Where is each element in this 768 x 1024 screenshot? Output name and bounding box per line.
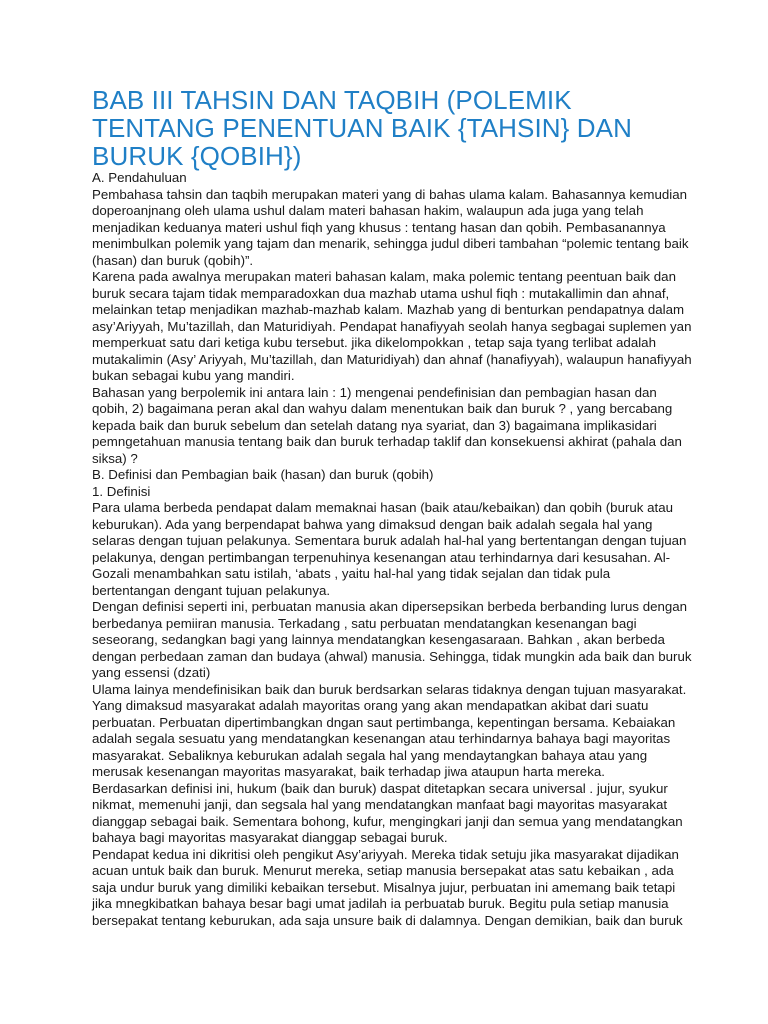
- document-title: BAB III TAHSIN DAN TAQBIH (POLEMIK TENTANG PENENTUAN BAIK {TAHSIN} DAN BURUK {QOBIH}): [92, 85, 632, 171]
- document-page: [92, 86, 692, 929]
- paragraph: Para ulama berbeda pendapat dalam memaknai hasan (baik atau/kebaikan) dan qobih (buruk atau keburukan). Ada yang berpendapat bahwa yang dimaksud dengan baik adalah segala hal yang selaras dengan tujuan pelakunya. Sementara buruk adalah hal-hal yang bertentangan dengan tujuan pelakunya, dengan pertimbangan terpenuhinya kesenangan atau terhindarnya dari kesusahan. Al-Gozali menambahkan satu istilah, ‘abats , yaitu hal-hal yang tidak sejalan dan tidak pula bertentangan dengant tujuan pelakunya.: [92, 500, 687, 598]
- subsection-heading: 1. Definisi: [92, 483, 151, 499]
- paragraph: Karena pada awalnya merupakan materi bahasan kalam, maka polemic tentang peentuan baik dan buruk secara tajam tidak memparadoxkan dua mazhab utama ushul fiqh : mutakallimin dan ahnaf, melainkan tetap menjadikan mazhab-mazhab kalam. Mazhab yang di benturkan pendapatnya dalam asy’Ariyyah, Mu’tazillah, dan Maturidiyah. Pendapat hanafiyyah seolah hanya segbagai suplemen yan memperkuat satu dari ketiga kubu tersebut. jika dikelompokkan , tetap saja tyang terlibat adalah mutakalimin (Asy’ Ariyyah, Mu’tazillah, dan Maturidiyah) dan ahnaf (hanafiyyah), walaupun hanafiyyah bukan sebagai kubu yang mandiri.: [92, 269, 692, 383]
- paragraph: Pendapat kedua ini dikritisi oleh pengikut Asy’ariyyah. Mereka tidak setuju jika masyarakat dijadikan acuan untuk baik dan buruk. Menurut mereka, setiap manusia bersepakat atas satu kebaikan , ada saja undur buruk yang dimiliki kebaikan tersebut. Misalnya jujur, perbuatan ini amemang baik tetapi jika mnegkibatkan bahaya besar bagi umat jadilah ia perbuatab buruk. Begitu pula setiap manusia bersepakat tentang keburukan, ada saja unsure baik di dalamnya. Dengan demikian, baik dan buruk: [92, 846, 683, 928]
- paragraph: Bahasan yang berpolemik ini antara lain : 1) mengenai pendefinisian dan pembagian hasan dan qobih, 2) bagaimana peran akal dan wahyu dalam menentukan baik dan buruk ? , yang bercabang kepada baik dan buruk sebelum dan setelah datang nya syariat, dan 3) bagaimana implikasidari pemngetahuan manusia tentang baik dan buruk terhadap taklif dan konsekuensi akhirat (pahala dan siksa) ?: [92, 384, 682, 466]
- document-body: [92, 170, 692, 929]
- paragraph: Dengan definisi seperti ini, perbuatan manusia akan dipersepsikan berbeda berbanding lurus dengan berbedanya pemiiran manusia. Terkadang , satu perbuatan mendatangkan kesenangan bagi seseorang, sedangkan bagi yang lainnya mendatangkan kesengasaraan. Bahkan , akan berbeda dengan perbedaan zaman dan budaya (ahwal) manusia. Sehingga, tidak mungkin ada baik dan buruk yang essensi (dzati): [92, 599, 692, 680]
- paragraph: Berdasarkan definisi ini, hukum (baik dan buruk) daspat ditetapkan secara universal . jujur, syukur nikmat, memenuhi janji, dan segsala hal yang mendatangkan manfaat bagi mayoritas masyarakat dianggap sebagai baik. Sementara bohong, kufur, mengingkari janji dan semua yang mendatangkan bahaya bagi mayoritas masyarakat dianggap sebagai buruk.: [92, 780, 683, 845]
- paragraph: Ulama lainya mendefinisikan baik dan buruk berdsarkan selaras tidaknya dengan tujuan masyarakat. Yang dimaksud masyarakat adalah mayoritas orang yang akan mendapatkan akibat dari suatu perbuatan. Perbuatan dipertimbangkan dngan saut pertimbanga, kepentingan bersama. Kebaiakan adalah segala sesuatu yang mendatangkan kesenangan atau terhindarnya bahaya bagi mayoritas masyarakat. Sebaliknya keburukan adalah segala hal yang mendaytangkan bahaya atau yang merusak kesenangan mayoritas masyarakat, baik terhadap jiwa ataupun harta mereka.: [92, 681, 687, 779]
- paragraph: Pembahasa tahsin dan taqbih merupakan materi yang di bahas ulama kalam. Bahasannya kemudian doperoanjnang oleh ulama ushul dalam materi bahasan hakim, walaupun ada juga yang telah menjadikan keduanya materi ushul fiqh yang khusus : tentang hasan dan qobih. Pembasanannya menimbulkan polemik yang tajam dan menarik, sehingga judul diberi tambahan “polemic tentang baik (hasan) dan buruk (qobih)”.: [92, 186, 689, 268]
- section-heading: A. Pendahuluan: [92, 170, 187, 185]
- section-heading: B. Definisi dan Pembagian baik (hasan) dan buruk (qobih): [92, 467, 434, 482]
